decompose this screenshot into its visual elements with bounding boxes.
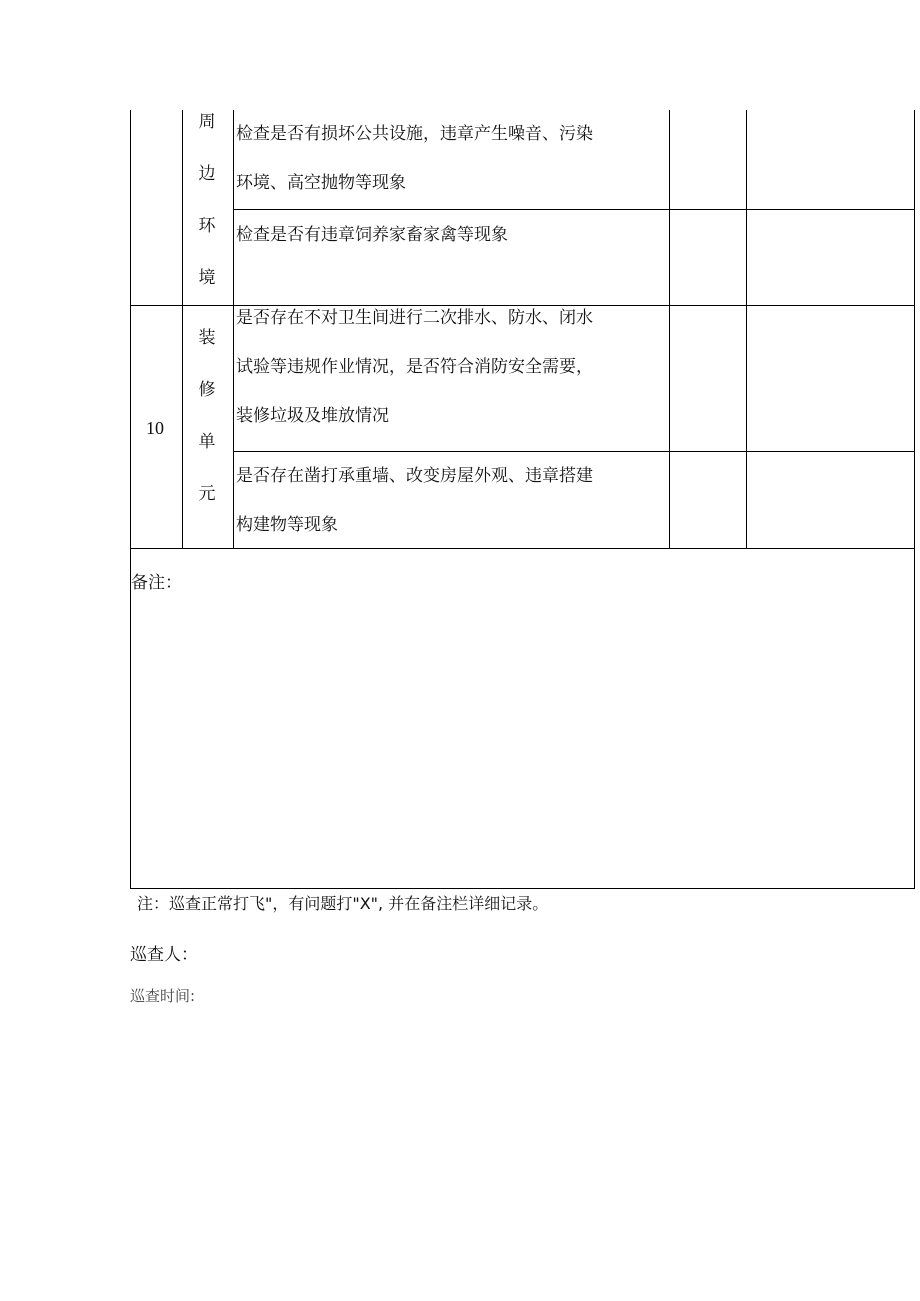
table-border-right [914,110,915,889]
check-item-livestock: 检查是否有违章饲养家畜家禽等现象 [236,225,508,245]
category-renovation [182,312,232,520]
table-col-divider-2 [233,110,234,549]
footer-note: 注：巡查正常打飞"，有问题打"X", 并在备注栏详细记录。 [137,894,549,913]
table-border-bottom [130,888,915,889]
category-surroundings [182,96,232,304]
inspection-time-label: 巡查时间: [130,987,196,1005]
table-border-left [130,110,131,889]
category-char: 单 [198,432,216,452]
category-char: 修 [198,380,216,400]
row-number: 10 [146,418,164,438]
table-col-divider-4 [746,110,747,549]
category-char: 装 [198,328,216,348]
check-item-structural-changes: 是否存在凿打承重墙、改变房屋外观、违章搭建 构建物等现象 [236,466,593,535]
row-divider-a [233,209,915,210]
category-char: 境 [198,268,216,288]
table-col-divider-3 [669,110,670,549]
check-item-public-facilities: 检查是否有损坏公共设施，违章产生噪音、污染 环境、高空抛物等现象 [236,124,593,193]
category-char: 周 [198,112,216,132]
inspector-label: 巡查人： [130,945,198,965]
remarks-label: 备注： [131,573,182,593]
category-char: 环 [198,216,216,236]
category-char: 元 [198,484,216,504]
check-item-bathroom-work: 是否存在不对卫生间进行二次排水、防水、闭水 试验等违规作业情况，是否符合消防安全需要， 装修垃圾及堆放情况 [236,308,593,426]
category-char: 边 [198,164,216,184]
